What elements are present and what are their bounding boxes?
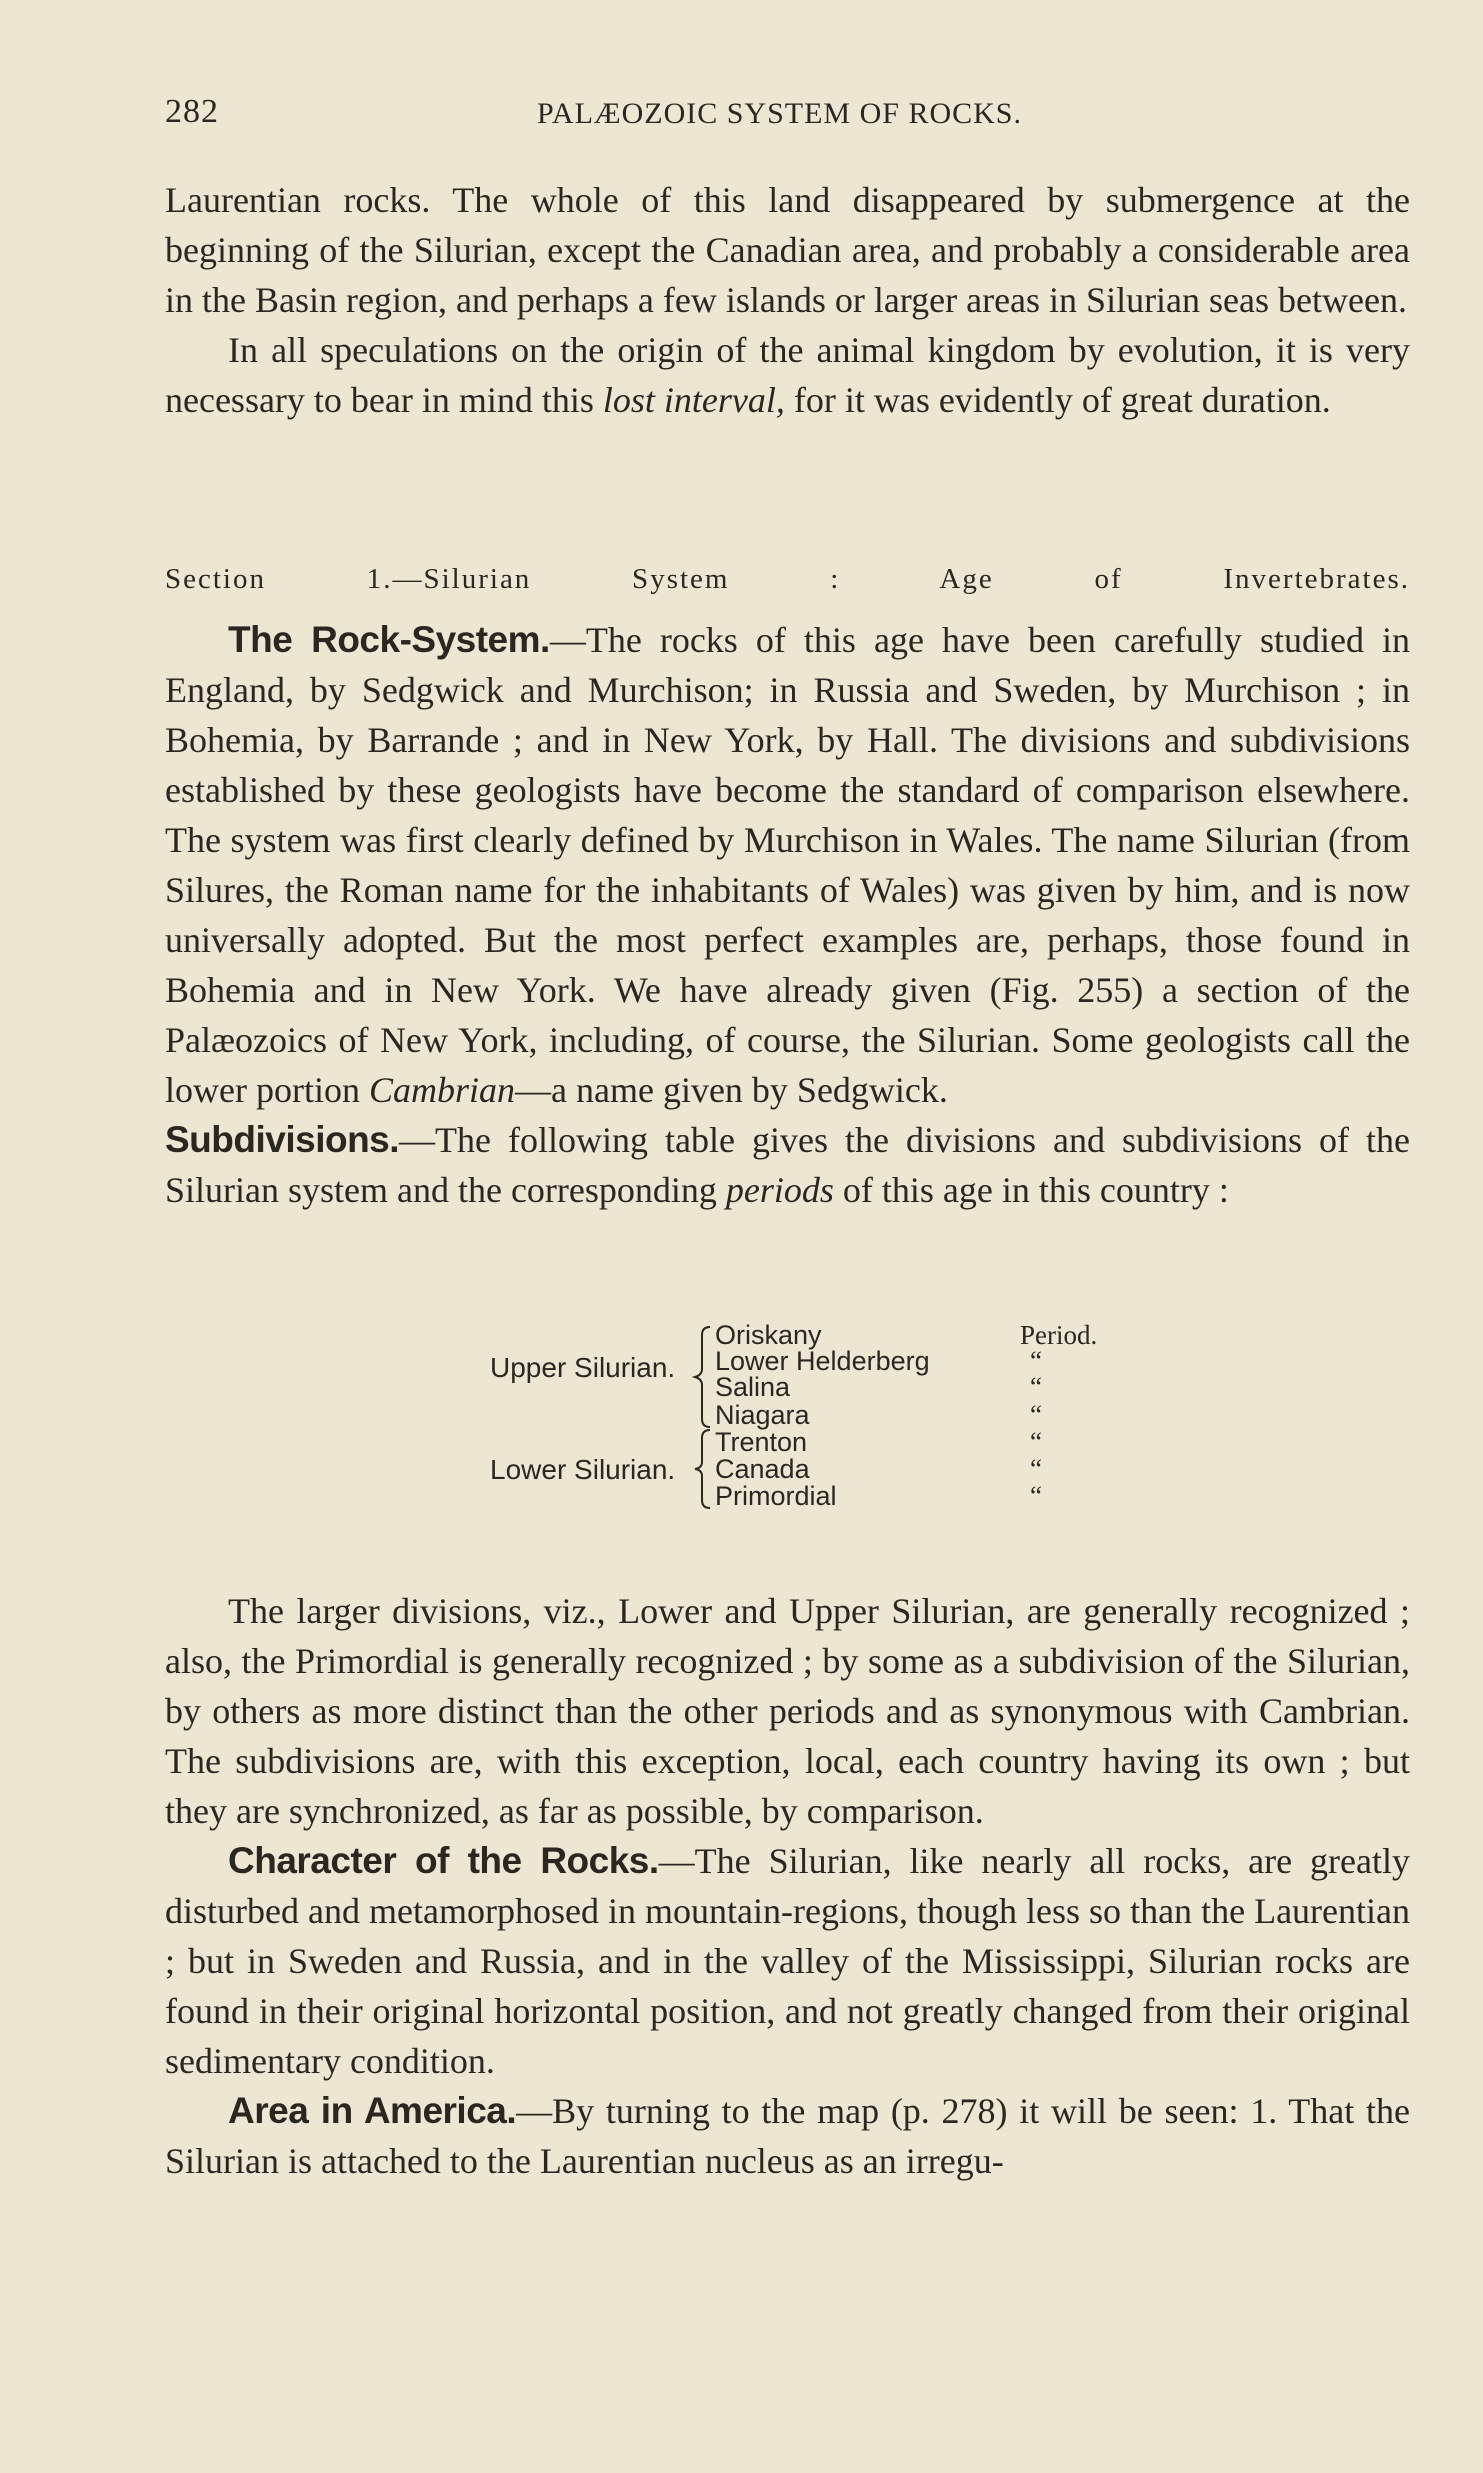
table-row-mark: “ xyxy=(1030,1427,1042,1457)
rock-system-lead: The Rock-System. xyxy=(228,619,550,660)
subdivisions-lead: Subdivisions. xyxy=(165,1119,400,1160)
table-row-mark: “ xyxy=(1030,1481,1042,1511)
upper-silurian-label: Upper Silurian. xyxy=(490,1352,676,1383)
character-text: —The Silurian, like nearly all rocks, are greatly disturbed and metamorphosed in mountain-regions, though less so than the Laurentian ; but in Sweden and Russia, and in the valley of the Mississippi, Silurian rocks are found in their original horizontal position, and not greatly changed from their original sedimentary condition. xyxy=(165,1841,1410,2081)
upper-silurian-brace xyxy=(692,1325,714,1429)
table-row-name: Trenton xyxy=(715,1427,808,1457)
paragraph-subdivisions xyxy=(165,1115,1410,1215)
paragraph-lost-interval-a: In all speculations on the origin of the animal kingdom by evolution, it is very necessary to bear in mind this xyxy=(165,330,1410,420)
table-row-name: Canada xyxy=(715,1454,810,1484)
paragraph-larger-divisions: The larger divisions, viz., Lower and Upper Silurian, are generally recognized ; also, the Primordial is generally recognized ; by some as a subdivision of the Silurian, by others as more distinct than the other periods and as synonymous with Cambrian. The subdivisions are, with this exception, local, each country having its own ; but they are synchronized, as far as possible, by comparison. xyxy=(165,1591,1410,1831)
area-lead: Area in America. xyxy=(228,2090,517,2131)
closing-block xyxy=(165,1586,1410,2186)
silurian-periods-table xyxy=(430,1320,1130,1543)
rock-system-text-b: —a name given by Sedgwick. xyxy=(515,1070,948,1110)
paragraph-lost-interval-b: for it was evidently of great duration. xyxy=(784,380,1331,420)
running-header xyxy=(165,93,1388,133)
table-row-name: Lower Helderberg xyxy=(715,1346,930,1376)
table-row-name: Oriskany xyxy=(715,1320,822,1350)
opening-block xyxy=(165,175,1410,425)
table-row-name: Niagara xyxy=(715,1400,810,1430)
cambrian-emphasis: Cambrian xyxy=(368,1070,515,1110)
paragraph-lost-interval xyxy=(165,325,1410,425)
paragraph-character xyxy=(165,1836,1410,2086)
lower-silurian-brace xyxy=(692,1428,714,1510)
table-row-mark: “ xyxy=(1030,1346,1042,1376)
area-text: —By turning to the map (p. 278) it will be seen: 1. That the Silurian is attached to the Laurentian nucleus as an irregu- xyxy=(165,2091,1410,2181)
section-heading-block xyxy=(165,554,1410,604)
table-row-name: Primordial xyxy=(715,1481,837,1511)
table-row-mark: “ xyxy=(1030,1372,1042,1402)
rock-system-block xyxy=(165,615,1410,1215)
page-number: 282 xyxy=(165,93,219,130)
paragraph-laurentian: Laurentian rocks. The whole of this land disappeared by submergence at the beginning of the Silurian, except the Canadian area, and probably a considerable area in the Basin region, and perhaps a few islands or larger areas in Silurian seas between. xyxy=(165,180,1410,320)
table-row-mark: Period. xyxy=(1020,1320,1098,1350)
table-row-mark: “ xyxy=(1030,1400,1042,1430)
lost-interval-emphasis: lost interval, xyxy=(602,380,785,420)
subdivisions-text-a: —The following table gives the divisions and subdivisions of the Silurian system and the corresponding xyxy=(165,1120,1410,1210)
table-row-mark: “ xyxy=(1030,1454,1042,1484)
table-row-name: Salina xyxy=(715,1372,791,1402)
paragraph-rock-system xyxy=(165,615,1410,1115)
paragraph-area xyxy=(165,2086,1410,2186)
subdivisions-text-b: of this age in this country : xyxy=(833,1170,1229,1210)
periods-emphasis: periods xyxy=(725,1170,834,1210)
section-heading: Section 1.—Silurian System : Age of Invertebrates. xyxy=(165,563,1410,595)
running-title: PALÆOZOIC SYSTEM OF ROCKS. xyxy=(537,97,1022,130)
lower-silurian-label: Lower Silurian. xyxy=(490,1454,676,1485)
character-lead: Character of the Rocks. xyxy=(228,1840,659,1881)
rock-system-text-a: —The rocks of this age have been carefully studied in England, by Sedgwick and Murchison; in Russia and Sweden, by Murchison ; in Bohemia, by Barrande ; and in New York, by Hall. The divisions and subdivisions established by these geologists have become the standard of comparison elsewhere. The system was first clearly defined by Murchison in Wales. The name Silurian (from Silures, the Roman name for the inhabitants of Wales) was given by him, and is now universally adopted. But the most perfect examples are, perhaps, those found in Bohemia and in New York. We have already given (Fig. 255) a section of the Palæozoics of New York, including, of course, the Silurian. Some geologists call the lower portion xyxy=(165,620,1410,1110)
